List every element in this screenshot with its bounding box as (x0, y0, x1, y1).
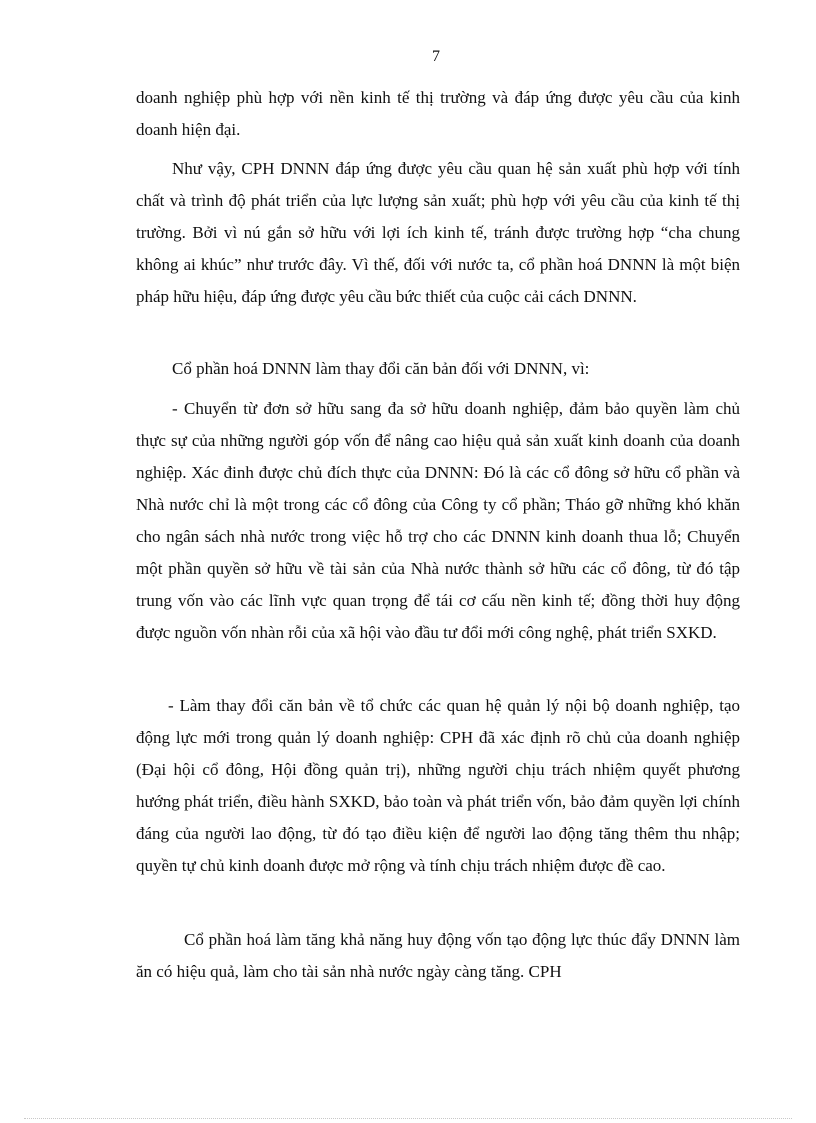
page-number: 7 (432, 48, 440, 65)
paragraph-intro-list: Cổ phần hoá DNNN làm thay đổi căn bản đối với DNNN, vì: (172, 359, 590, 378)
paragraph-continuation: doanh nghiệp phù hợp với nền kinh tế thị trường và đáp ứng được yêu cầu của kinh doanh hiện đại. (136, 88, 740, 139)
paragraph-ownership-change: - Chuyển từ đơn sở hữu sang đa sở hữu doanh nghiệp, đảm bảo quyền làm chủ thực sự của những người góp vốn để nâng cao hiệu quả sản xuất kinh doanh của doanh nghiệp. Xác đinh được chủ đích thực của DNNN: Đó là các cổ đông sở hữu cổ phần và Nhà nước chỉ là một trong các cổ đông của Công ty cổ phần; Tháo gỡ những khó khăn cho ngân sách nhà nước trong việc hỗ trợ cho các DNNN kinh doanh thua lỗ; Chuyển một phần quyền sở hữu về tài sản của Nhà nước thành sở hữu các cổ đông, từ đó tập trung vốn vào các lĩnh vực quan trọng để tái cơ cấu nền kinh tế; đồng thời huy động được nguồn vốn nhàn rỗi của xã hội vào đầu tư đổi mới công nghệ, phát triển SXKD. (136, 399, 740, 642)
page-bottom-divider (24, 1118, 792, 1119)
paragraph-summary: Như vậy, CPH DNNN đáp ứng được yêu cầu quan hệ sản xuất phù hợp với tính chất và trình độ phát triển của lực lượng sản xuất; phù hợp với yêu cầu của kinh tế thị trường. Bởi vì nú gắn sở hữu với lợi ích kinh tế, tránh được trường hợp “cha chung không ai khúc” như trước đây. Vì thế, đối với nước ta, cổ phần hoá DNNN là một biện pháp hữu hiệu, đáp ứng được yêu cầu bức thiết của cuộc cải cách DNNN. (136, 159, 740, 306)
paragraph-management-change: - Làm thay đổi căn bản về tổ chức các quan hệ quản lý nội bộ doanh nghiệp, tạo động lực mới trong quản lý doanh nghiệp: CPH đã xác định rõ chủ của doanh nghiệp (Đại hội cổ đông, Hội đồng quản trị), những người chịu trách nhiệm quyết phương hướng phát triển, điều hành SXKD, bảo toàn và phát triển vốn, bảo đảm quyền lợi chính đáng của người lao động, từ đó tạo điều kiện để người lao động tăng thêm thu nhập; quyền tự chủ kinh doanh được mở rộng và tính chịu trách nhiệm được đề cao. (136, 696, 740, 875)
paragraph-capital-mobilization: Cổ phần hoá làm tăng khả năng huy động vốn tạo động lực thúc đẩy DNNN làm ăn có hiệu quả, làm cho tài sản nhà nước ngày càng tăng. CPH (136, 930, 740, 981)
